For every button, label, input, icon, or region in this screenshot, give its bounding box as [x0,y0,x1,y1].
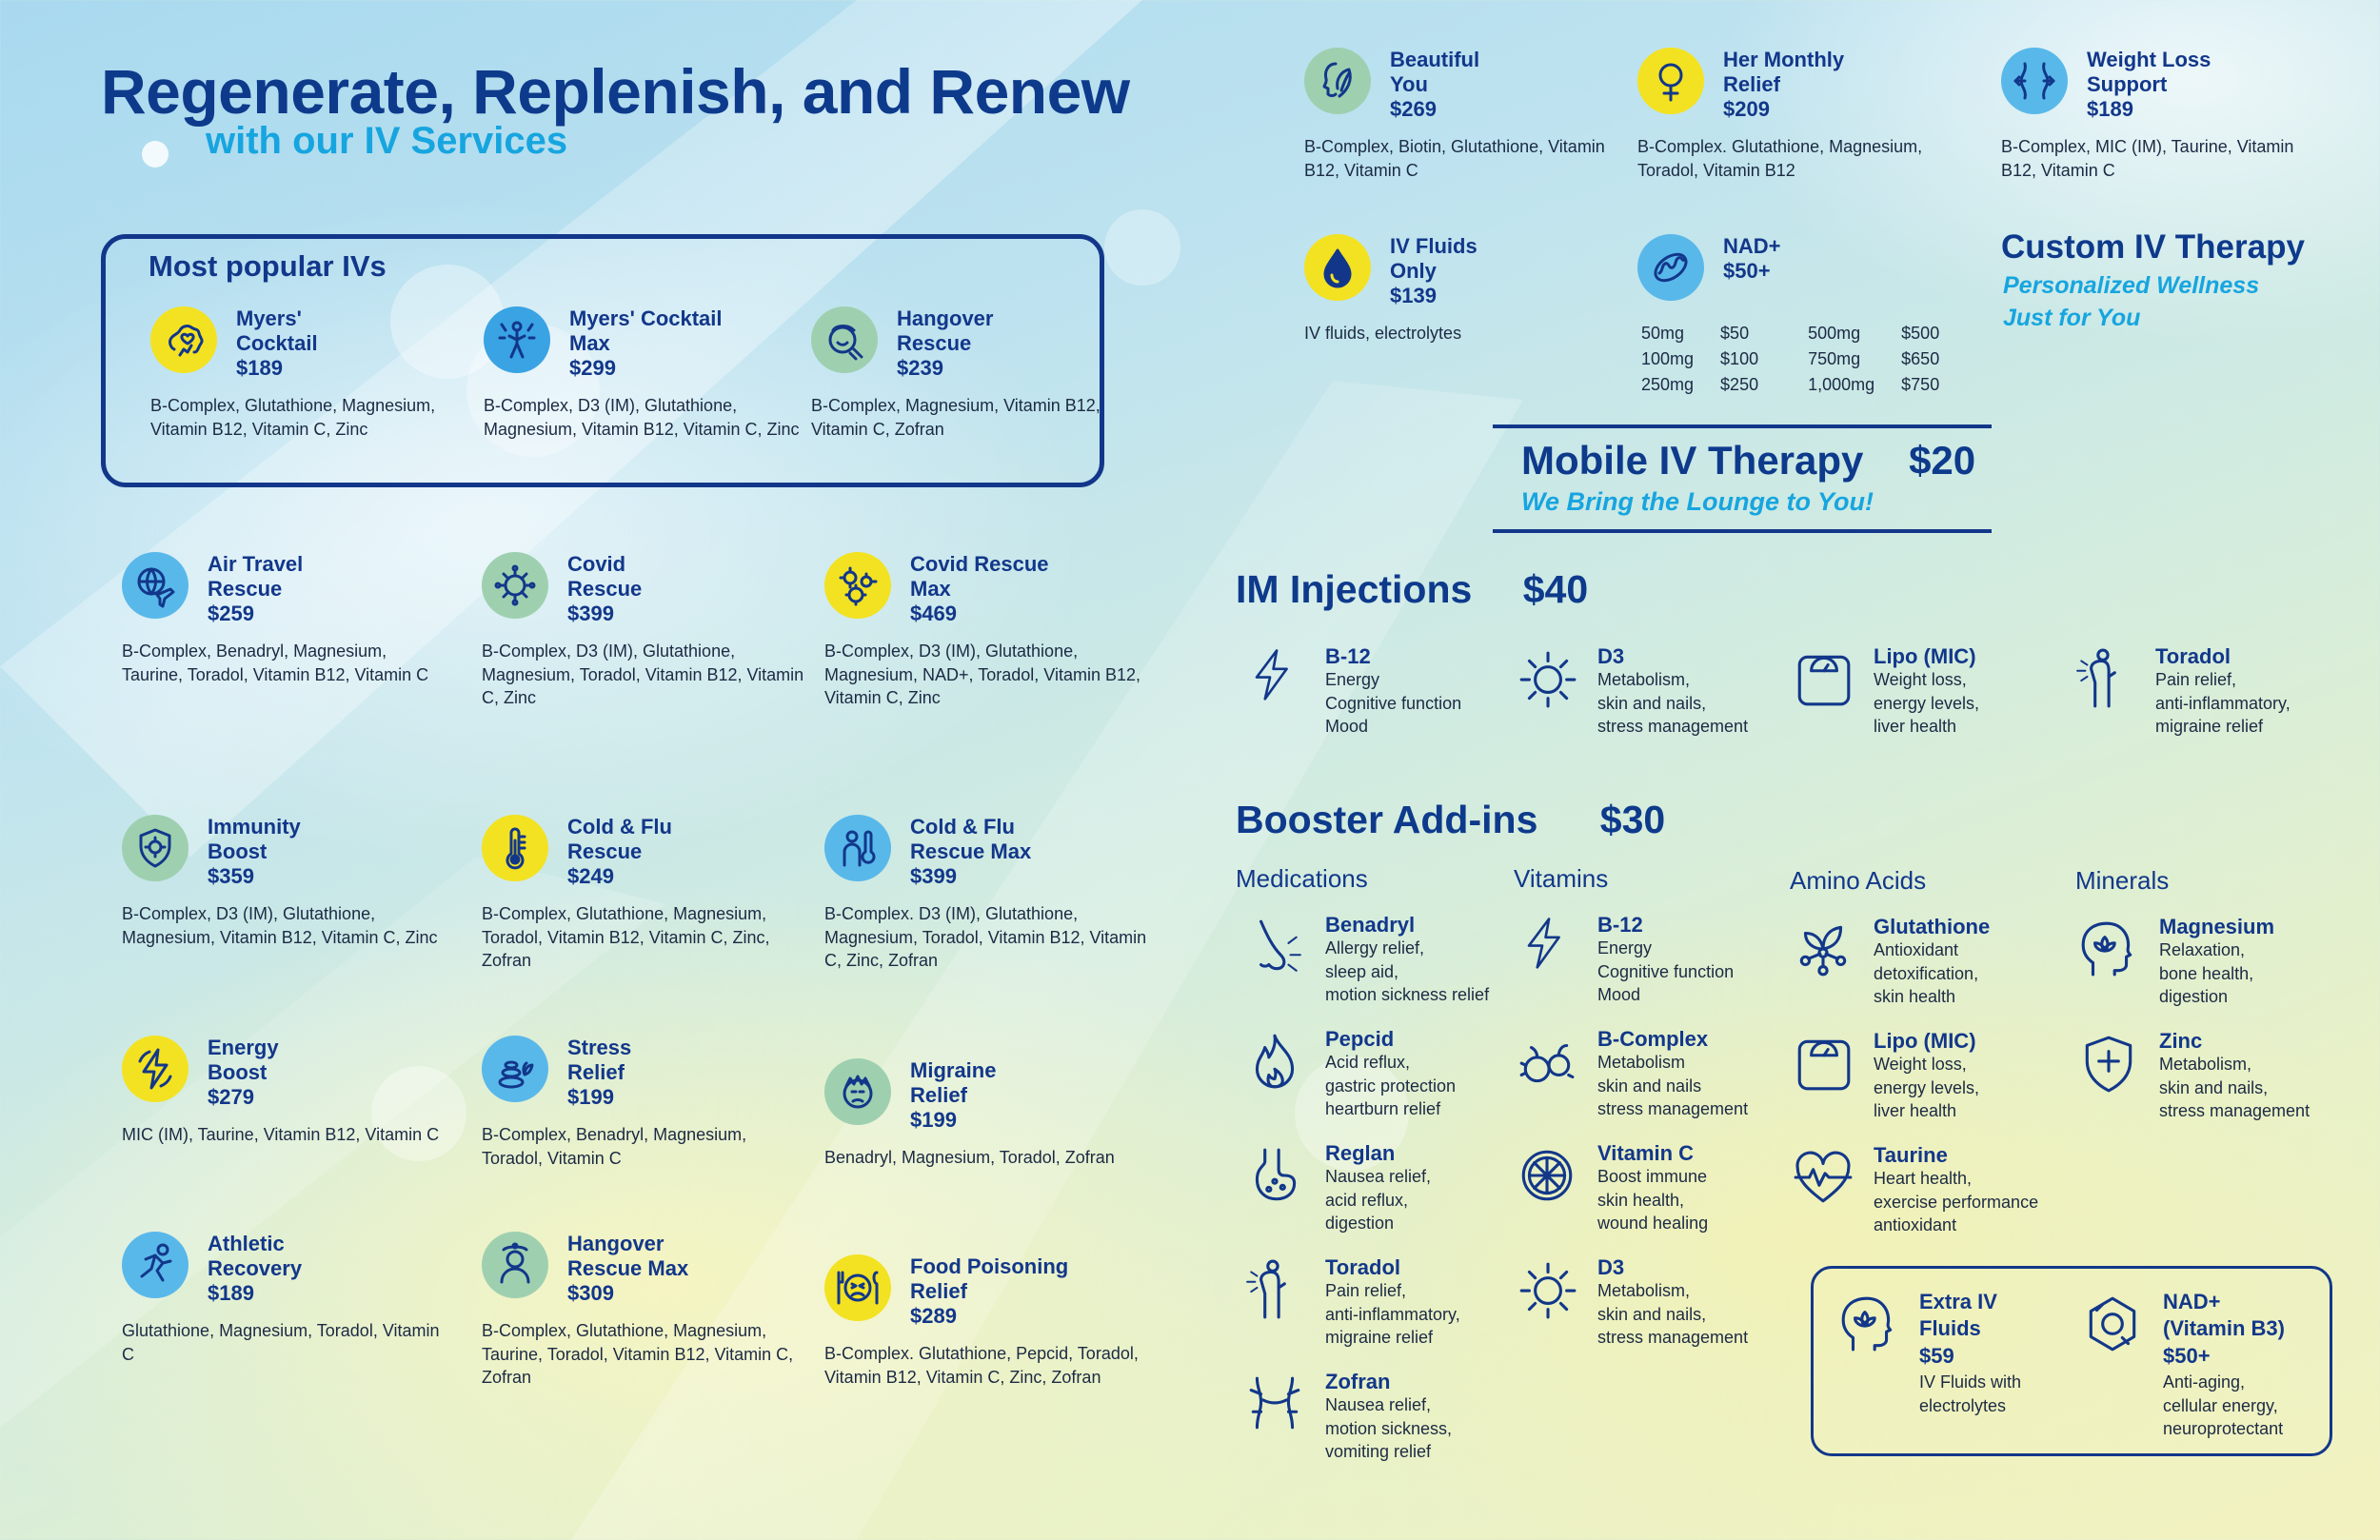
service-icon-badge [811,306,878,373]
service-name: Immunity Boost $359 [208,815,455,889]
custom-iv-subtitle: Personalized Wellness Just for You [2003,272,2260,331]
service-price: $399 [910,864,957,888]
nad-price-cell: 50mg [1641,324,1685,343]
addon-icon-wrap [1243,1030,1306,1093]
lightning-outline-icon [1516,916,1578,978]
service-name: Cold & Flu Rescue Max $399 [910,815,1158,889]
service-price: $299 [569,356,616,380]
service-price: $399 [567,602,614,625]
addon-icon-wrap [1243,1144,1306,1207]
sun-icon [1516,647,1578,710]
sick-plate-icon [835,1265,881,1311]
service-price: $189 [2087,97,2133,121]
service-name: Hangover Rescue $239 [897,306,1144,381]
addon-icon-wrap [1792,1032,1854,1095]
service-name: Energy Boost $279 [208,1036,455,1110]
service-icon-badge [1304,48,1371,114]
booster-title: Booster Add-ins [1236,798,1538,841]
dizzy-person-icon [492,1242,538,1288]
service-name: Athletic Recovery $189 [208,1232,455,1306]
shield-virus-icon [132,825,178,871]
addon-icon-wrap [2077,918,2140,980]
addon-name: D3 [1597,1255,1625,1279]
addon-description: Metabolism, skin and nails, stress management [1597,1281,1749,1347]
addon-name: Toradol [1325,1255,1401,1279]
addon-description: Pain relief, anti-inflammatory, migraine relief [2155,670,2291,736]
runner-icon [132,1242,178,1288]
category-vitamins: Vitamins [1514,864,1609,893]
addon-name: Lipo (MIC) [1874,644,1976,668]
custom-iv-title: Custom IV Therapy [2001,228,2305,266]
service-icon-badge [482,815,548,881]
addon-name: Vitamin C [1597,1141,1695,1165]
nad-price-cell: 250mg [1641,375,1695,394]
back-pain-icon [1243,1258,1306,1321]
addon-icon-wrap [1243,1258,1306,1321]
addon-name: B-Complex [1597,1027,1709,1051]
service-ingredients: B-Complex, Biotin, Glutathione, Vitamin B12, Vitamin C [1304,137,1605,180]
nad-price-row [1641,373,1964,397]
addon-icon-wrap [1792,918,1854,980]
molecule-leaf-icon [1792,918,1854,980]
energy-person-icon [494,317,540,363]
addon-name: Extra IV Fluids [1919,1290,1997,1340]
addon-name: Glutathione [1874,915,1991,938]
nad-pricing-table [1639,320,1966,399]
addon-description: Metabolism skin and nails stress management [1597,1053,1749,1118]
addon-description: Allergy relief, sleep aid, motion sickness relief [1325,938,1490,1004]
droplet-icon [1315,245,1360,290]
service-icon-badge [824,552,891,619]
addon-icon-wrap [1516,1258,1578,1321]
scale-icon [1792,1032,1854,1095]
addon-description: Acid reflux, gastric protection heartburn relief [1325,1053,1457,1118]
addon-name: Toradol [2155,644,2231,668]
addon-price: $59 [1919,1344,1954,1368]
category-medications: Medications [1236,864,1368,893]
addon-description: IV Fluids with electrolytes [1919,1372,2022,1415]
service-icon-badge [122,815,188,881]
service-price: $139 [1390,284,1437,307]
mobile-iv-title [1521,438,1975,484]
service-icon-badge [482,1036,548,1102]
service-ingredients: B-Complex, D3 (IM), Glutathione, Magnesium, Vitamin B12, Vitamin C, Zinc [484,396,800,439]
addon-description: Energy Cognitive function Mood [1325,670,1462,736]
service-name: Cold & Flu Rescue $249 [567,815,815,889]
addon-name: Pepcid [1325,1027,1395,1051]
nad-price-cell: $250 [1720,375,1759,394]
service-icon-badge [122,1036,188,1102]
service-price: $189 [236,356,283,380]
page-title: Regenerate, Replenish, and Renew [101,56,1130,127]
nad-price-cell: $750 [1901,375,1940,394]
addon-icon-wrap [1516,1144,1578,1207]
service-ingredients: Benadryl, Magnesium, Toradol, Zofran [824,1148,1115,1167]
stones-flower-icon [492,1046,538,1092]
head-lotus-icon [2077,918,2140,980]
hexagon-cycle-icon [2081,1293,2144,1355]
service-name: Covid Rescue $399 [567,552,815,626]
booster-heading [1236,798,1665,842]
nad-price-cell: 100mg [1641,349,1695,368]
service-name: Food Poisoning Relief $289 [910,1254,1158,1329]
service-price: $199 [910,1108,957,1132]
service-price: $259 [208,602,254,625]
service-name: Air Travel Rescue $259 [208,552,455,626]
nad-price-cell: $100 [1720,349,1759,368]
addon-icon-wrap [2073,647,2136,710]
service-price: $269 [1390,97,1437,121]
im-injections-price: $40 [1522,567,1589,611]
mobile-iv-name: Mobile IV Therapy [1521,438,1864,483]
service-price: $50+ [1723,259,1771,283]
addon-icon-wrap [1792,647,1854,710]
service-icon-badge [824,1254,891,1321]
nose-icon [1243,916,1306,978]
addon-description: Antioxidant detoxification, skin health [1874,940,1979,1006]
service-icon-badge [824,815,891,881]
addon-icon-wrap [1243,647,1306,710]
service-price: $209 [1723,97,1770,121]
mitochondria-icon [1648,245,1694,290]
im-injections-heading [1236,567,1588,612]
addon-name: D3 [1597,644,1625,668]
heartbeat-icon [1792,1146,1854,1209]
nad-price-cell: 1,000mg [1808,375,1875,394]
addon-icon-wrap [2077,1032,2140,1095]
addon-description: Nausea relief, acid reflux, digestion [1325,1167,1432,1233]
nad-price-cell: 750mg [1808,349,1861,368]
service-price: $359 [208,864,254,888]
migraine-face-icon [835,1069,881,1115]
service-icon-badge [1637,234,1704,301]
addon-description: Weight loss, energy levels, liver health [1874,670,1980,736]
addon-icon-wrap [2081,1293,2144,1355]
addon-description: Weight loss, energy levels, liver health [1874,1055,1980,1120]
addon-description: Anti-aging, cellular energy, neuroprotectant [2163,1372,2284,1438]
addon-name: Benadryl [1325,913,1416,937]
mobile-iv-price: $20 [1909,438,1976,483]
addon-name: B-12 [1597,913,1643,937]
addon-description: Relaxation, bone health, digestion [2159,940,2254,1006]
service-icon-badge [122,552,188,619]
nad-price-cell: $650 [1901,349,1940,368]
addon-description: Metabolism, skin and nails, stress management [1597,670,1749,736]
service-ingredients: B-Complex, D3 (IM), Glutathione, Magnesium, Toradol, Vitamin B12, Vitamin C, Zinc [482,642,804,707]
addon-icon-wrap [1243,916,1306,978]
service-ingredients: B-Complex, Glutathione, Magnesium, Taurine, Toradol, Vitamin B12, Vitamin C, Zofran [482,1321,794,1387]
service-ingredients: MIC (IM), Taurine, Vitamin B12, Vitamin C [122,1125,440,1144]
service-icon-badge [482,1232,548,1298]
stomach-icon [1243,1144,1306,1207]
addon-name: Lipo (MIC) [1874,1029,1976,1053]
nad-price-cell: 500mg [1808,324,1861,343]
virus-cluster-icon [835,563,881,608]
service-ingredients: B-Complex. Glutathione, Pepcid, Toradol, Vitamin B12, Vitamin C, Zinc, Zofran [824,1344,1139,1387]
addon-icon-wrap [1516,647,1578,710]
addon-description: Nausea relief, motion sickness, vomiting relief [1325,1395,1453,1461]
service-ingredients: B-Complex, Benadryl, Magnesium, Taurine, Toradol, Vitamin B12, Vitamin C [122,642,429,684]
service-price: $279 [208,1085,254,1109]
lightning-outline-icon [1243,647,1306,710]
service-name: Myers' Cocktail $189 [236,306,484,381]
addon-icon-wrap [1792,1146,1854,1209]
addon-price: $50+ [2163,1344,2211,1368]
flame-icon [1243,1030,1306,1093]
service-ingredients: B-Complex. Glutathione, Magnesium, Toradol, Vitamin B12 [1637,137,1923,180]
service-price: $249 [567,864,614,888]
service-price: $289 [910,1304,957,1328]
thermometer-icon [492,825,538,871]
virus-icon [492,563,538,608]
addon-description: Energy Cognitive function Mood [1597,938,1735,1004]
mobile-divider-top [1493,424,1992,428]
service-name: IV Fluids Only $139 [1390,234,1637,308]
service-price: $469 [910,602,957,625]
addon-name: Zofran [1325,1370,1391,1393]
belly-icon [1243,1372,1306,1435]
headache-icon [822,317,867,363]
addon-description: Pain relief, anti-inflammatory, migraine relief [1325,1281,1460,1347]
shield-cross-icon [2077,1032,2140,1095]
sun-icon [1516,1258,1578,1321]
service-icon-badge [1304,234,1371,301]
service-name: NAD+ $50+ [1723,234,1971,284]
service-ingredients: B-Complex. D3 (IM), Glutathione, Magnesium, Toradol, Vitamin B12, Vitamin C, Zinc, Zofran [824,904,1147,970]
addon-name: B-12 [1325,644,1371,668]
addon-description: Metabolism, skin and nails, stress management [2159,1055,2311,1120]
service-ingredients: B-Complex, MIC (IM), Taurine, Vitamin B12, Vitamin C [2001,137,2294,180]
service-name: Stress Relief $199 [567,1036,815,1110]
addon-icon-wrap [1516,916,1578,978]
service-name: Weight Loss Support $189 [2087,48,2334,122]
service-name: Covid Rescue Max $469 [910,552,1158,626]
nad-price-row [1641,322,1964,346]
service-ingredients: B-Complex, Benadryl, Magnesium, Toradol, Vitamin C [482,1125,747,1168]
service-icon-badge [150,306,217,373]
nad-price-row [1641,347,1964,371]
service-ingredients: B-Complex, Glutathione, Magnesium, Vitamin B12, Vitamin C, Zinc [150,396,436,439]
service-icon-badge [824,1058,891,1125]
service-price: $199 [567,1085,614,1109]
addon-name: Magnesium [2159,915,2275,938]
service-name: Her Monthly Relief $209 [1723,48,1971,122]
service-ingredients: B-Complex, D3 (IM), Glutathione, Magnesium, Vitamin B12, Vitamin C, Zinc [122,904,438,947]
service-ingredients: B-Complex, Glutathione, Magnesium, Toradol, Vitamin B12, Vitamin C, Zinc, Zofran [482,904,770,970]
service-icon-badge [484,306,550,373]
category-amino-acids: Amino Acids [1790,866,1927,895]
most-popular-heading: Most popular IVs [149,249,387,283]
mobile-divider-bottom [1493,529,1992,533]
face-leaf-icon [1315,58,1360,104]
service-name: Myers' Cocktail Max $299 [569,306,817,381]
addon-description: Heart health, exercise performance antioxidant [1874,1169,2039,1234]
page-subtitle: with our IV Services [206,120,568,162]
nad-price-cell: $50 [1720,324,1750,343]
fruits-icon [1516,1030,1578,1093]
citrus-icon [1516,1144,1578,1207]
service-icon-badge [1637,48,1704,114]
service-icon-badge [482,552,548,619]
service-name: Hangover Rescue Max $309 [567,1232,815,1306]
service-ingredients: IV fluids, electrolytes [1304,324,1462,343]
addon-name: Zinc [2159,1029,2203,1053]
mobile-iv-subtitle: We Bring the Lounge to You! [1521,487,1874,516]
service-icon-badge [122,1232,188,1298]
addon-description: Boost immune skin health, wound healing [1597,1167,1709,1233]
thermometer-person-icon [835,825,881,871]
brain-heart-icon [161,317,207,363]
lightning-icon [132,1046,178,1092]
service-price: $239 [897,356,943,380]
addon-name: Taurine [1874,1143,1948,1167]
service-icon-badge [2001,48,2068,114]
nad-price-cell: $500 [1901,324,1940,343]
addon-icon-wrap [1837,1293,1900,1355]
female-symbol-icon [1648,58,1694,104]
service-ingredients: B-Complex, D3 (IM), Glutathione, Magnesium, NAD+, Toradol, Vitamin B12, Vitamin C, Zinc [824,642,1140,707]
service-name: Beautiful You $269 [1390,48,1637,122]
service-price: $189 [208,1281,254,1305]
service-price: $309 [567,1281,614,1305]
addon-name: Reglan [1325,1141,1396,1165]
waist-icon [2012,58,2057,104]
addon-icon-wrap [1243,1372,1306,1435]
booster-price: $30 [1599,798,1666,841]
head-lotus-icon [1837,1293,1900,1355]
service-ingredients: B-Complex, Magnesium, Vitamin B12, Vitamin C, Zofran [811,396,1101,439]
back-pain-icon [2073,647,2136,710]
airplane-globe-icon [132,563,178,608]
service-name: Migraine Relief $199 [910,1058,1158,1133]
scale-icon [1792,647,1854,710]
service-ingredients: Glutathione, Magnesium, Toradol, Vitamin C [122,1321,440,1364]
im-injections-title: IM Injections [1236,567,1473,611]
addon-icon-wrap [1516,1030,1578,1093]
addon-name: NAD+ (Vitamin B3) [2163,1290,2285,1340]
category-minerals: Minerals [2075,866,2170,895]
